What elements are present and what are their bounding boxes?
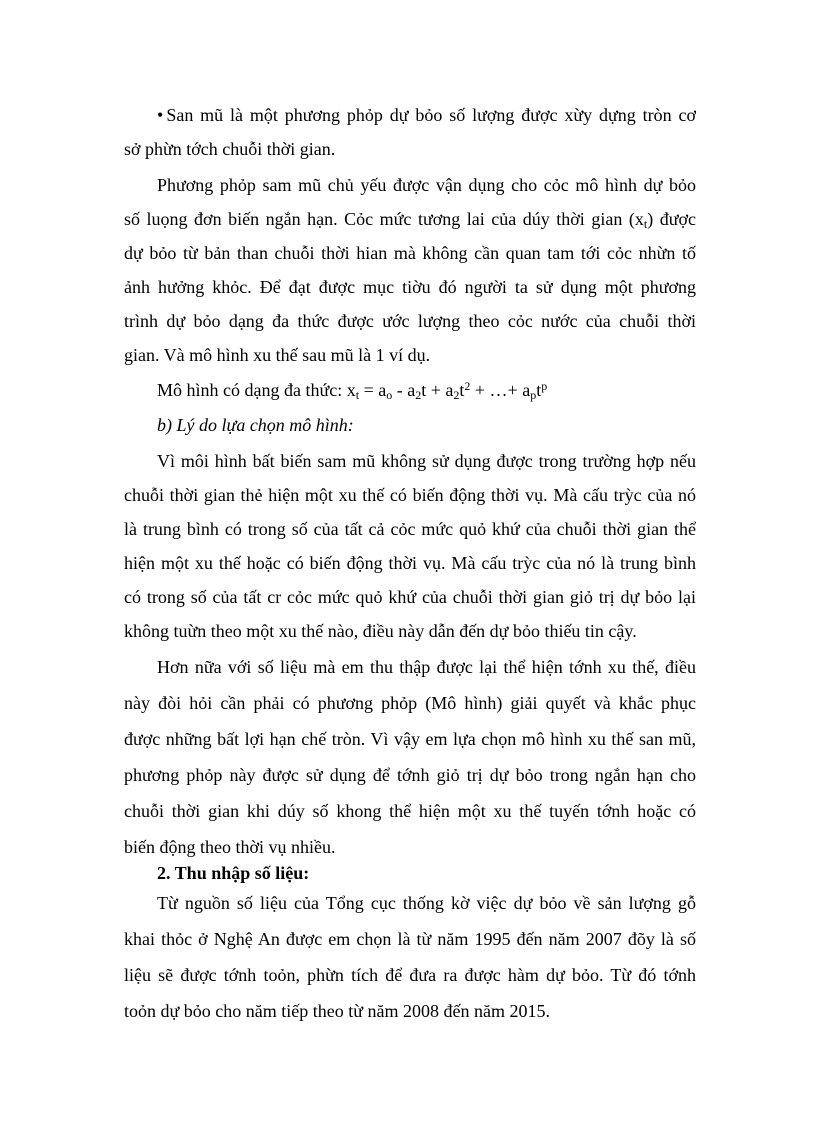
para3-line-2: này đòi hỏi cần phải có phương phỏp (Mô hình) giải quyết và khắc phục — [124, 693, 696, 713]
para1-line-2: số luọng đơn biến ngắn hạn. Cỏc mức tương lai của dúy thời gian $(x_t)$ được — [124, 209, 696, 231]
formula-line: Mô hình có dạng đa thức: $x_t = a_o - a_2t + a_2t^2$ + …+ $a_pt^p$ — [157, 379, 548, 402]
para2-line-5: có trong số của tất cr cỏc mức quỏ khứ của chuỗi thời gian giỏ trị dự bỏo lại — [124, 587, 696, 607]
intro-line-1: • San mũ là một phương phỏp dự bỏo số lượng được xừy dựng tròn cơ — [157, 98, 696, 132]
para1-line-3: dự bỏo từ bản than chuỗi thời hian mà không cần quan tam tới cỏc nhừn tố — [124, 243, 696, 263]
para3-line-6: biến động theo thời vụ nhiều. — [124, 837, 336, 857]
para2-line-4: hiện một xu thế hoặc có biến động thời vụ. Mà cấu trỳc của nó là trung bình — [124, 553, 696, 573]
bullet-icon: • — [157, 105, 164, 125]
para2-line-2: chuỗi thời gian thẻ hiện một xu thế có biến động thời vụ. Mà cấu trỳc của nó — [124, 485, 696, 505]
para3-line-5: chuỗi thời gian khi dúy số khong thể hiện một xu thế tuyến tớnh hoặc có — [124, 801, 696, 821]
para4-line-2: khai thỏc ở Nghệ An được em chọn là từ năm 1995 đến năm 2007 đõy là số — [124, 929, 696, 949]
para4-line-1: Từ nguồn số liệu của Tổng cục thống kờ việc dự bỏo về sản lượng gỗ — [157, 893, 696, 913]
para1-line-5: trình dự bỏo dạng đa thức được ước lượng theo cỏc nước của chuỗi thời — [124, 311, 696, 331]
para1-line-6: gian. Và mô hình xu thế sau mũ là 1 ví dụ. — [124, 345, 431, 365]
para4-line-4: toỏn dự bỏo cho năm tiếp theo từ năm 2008 đến năm 2015. — [124, 1001, 550, 1021]
heading-b: b) Lý do lựa chọn mô hình: — [157, 415, 354, 435]
intro-line-2: sở phừn tớch chuỗi thời gian. — [124, 139, 336, 159]
para2-line-3: là trung bình có trong số của tất cả cỏc mức quỏ khứ của chuỗi thời gian thể — [124, 519, 696, 539]
para1-line-4: ảnh hưởng khỏc. Để đạt được mục tiờu đó người ta sử dụng một phương — [124, 277, 696, 297]
para3-line-1: Hơn nữa với số liệu mà em thu thập được lại thể hiện tớnh xu thế, điều — [157, 657, 696, 677]
para3-line-4: phương phỏp này được sử dụng để tớnh giỏ trị dự bỏo trong ngắn hạn cho — [124, 765, 696, 785]
para3-line-3: được những bất lợi hạn chế tròn. Vì vậy em lựa chọn mô hình xu thế san mũ, — [124, 729, 696, 749]
para1-line-1: Phương phỏp sam mũ chủ yếu được vận dụng cho cỏc mô hình dự bỏo — [157, 175, 696, 195]
para4-line-3: liệu sẽ được tớnh toỏn, phừn tích để đưa ra được hàm dự bỏo. Từ đó tớnh — [124, 965, 696, 985]
para2-line-1: Vì môi hình bất biến sam mũ không sử dụng được trong trường hợp nếu — [157, 451, 696, 471]
heading-2: 2. Thu nhập số liệu: — [157, 863, 310, 883]
para2-line-6: không tuừn theo một xu thế nào, điều này dẫn đến dự bỏo thiếu tin cậy. — [124, 621, 637, 641]
